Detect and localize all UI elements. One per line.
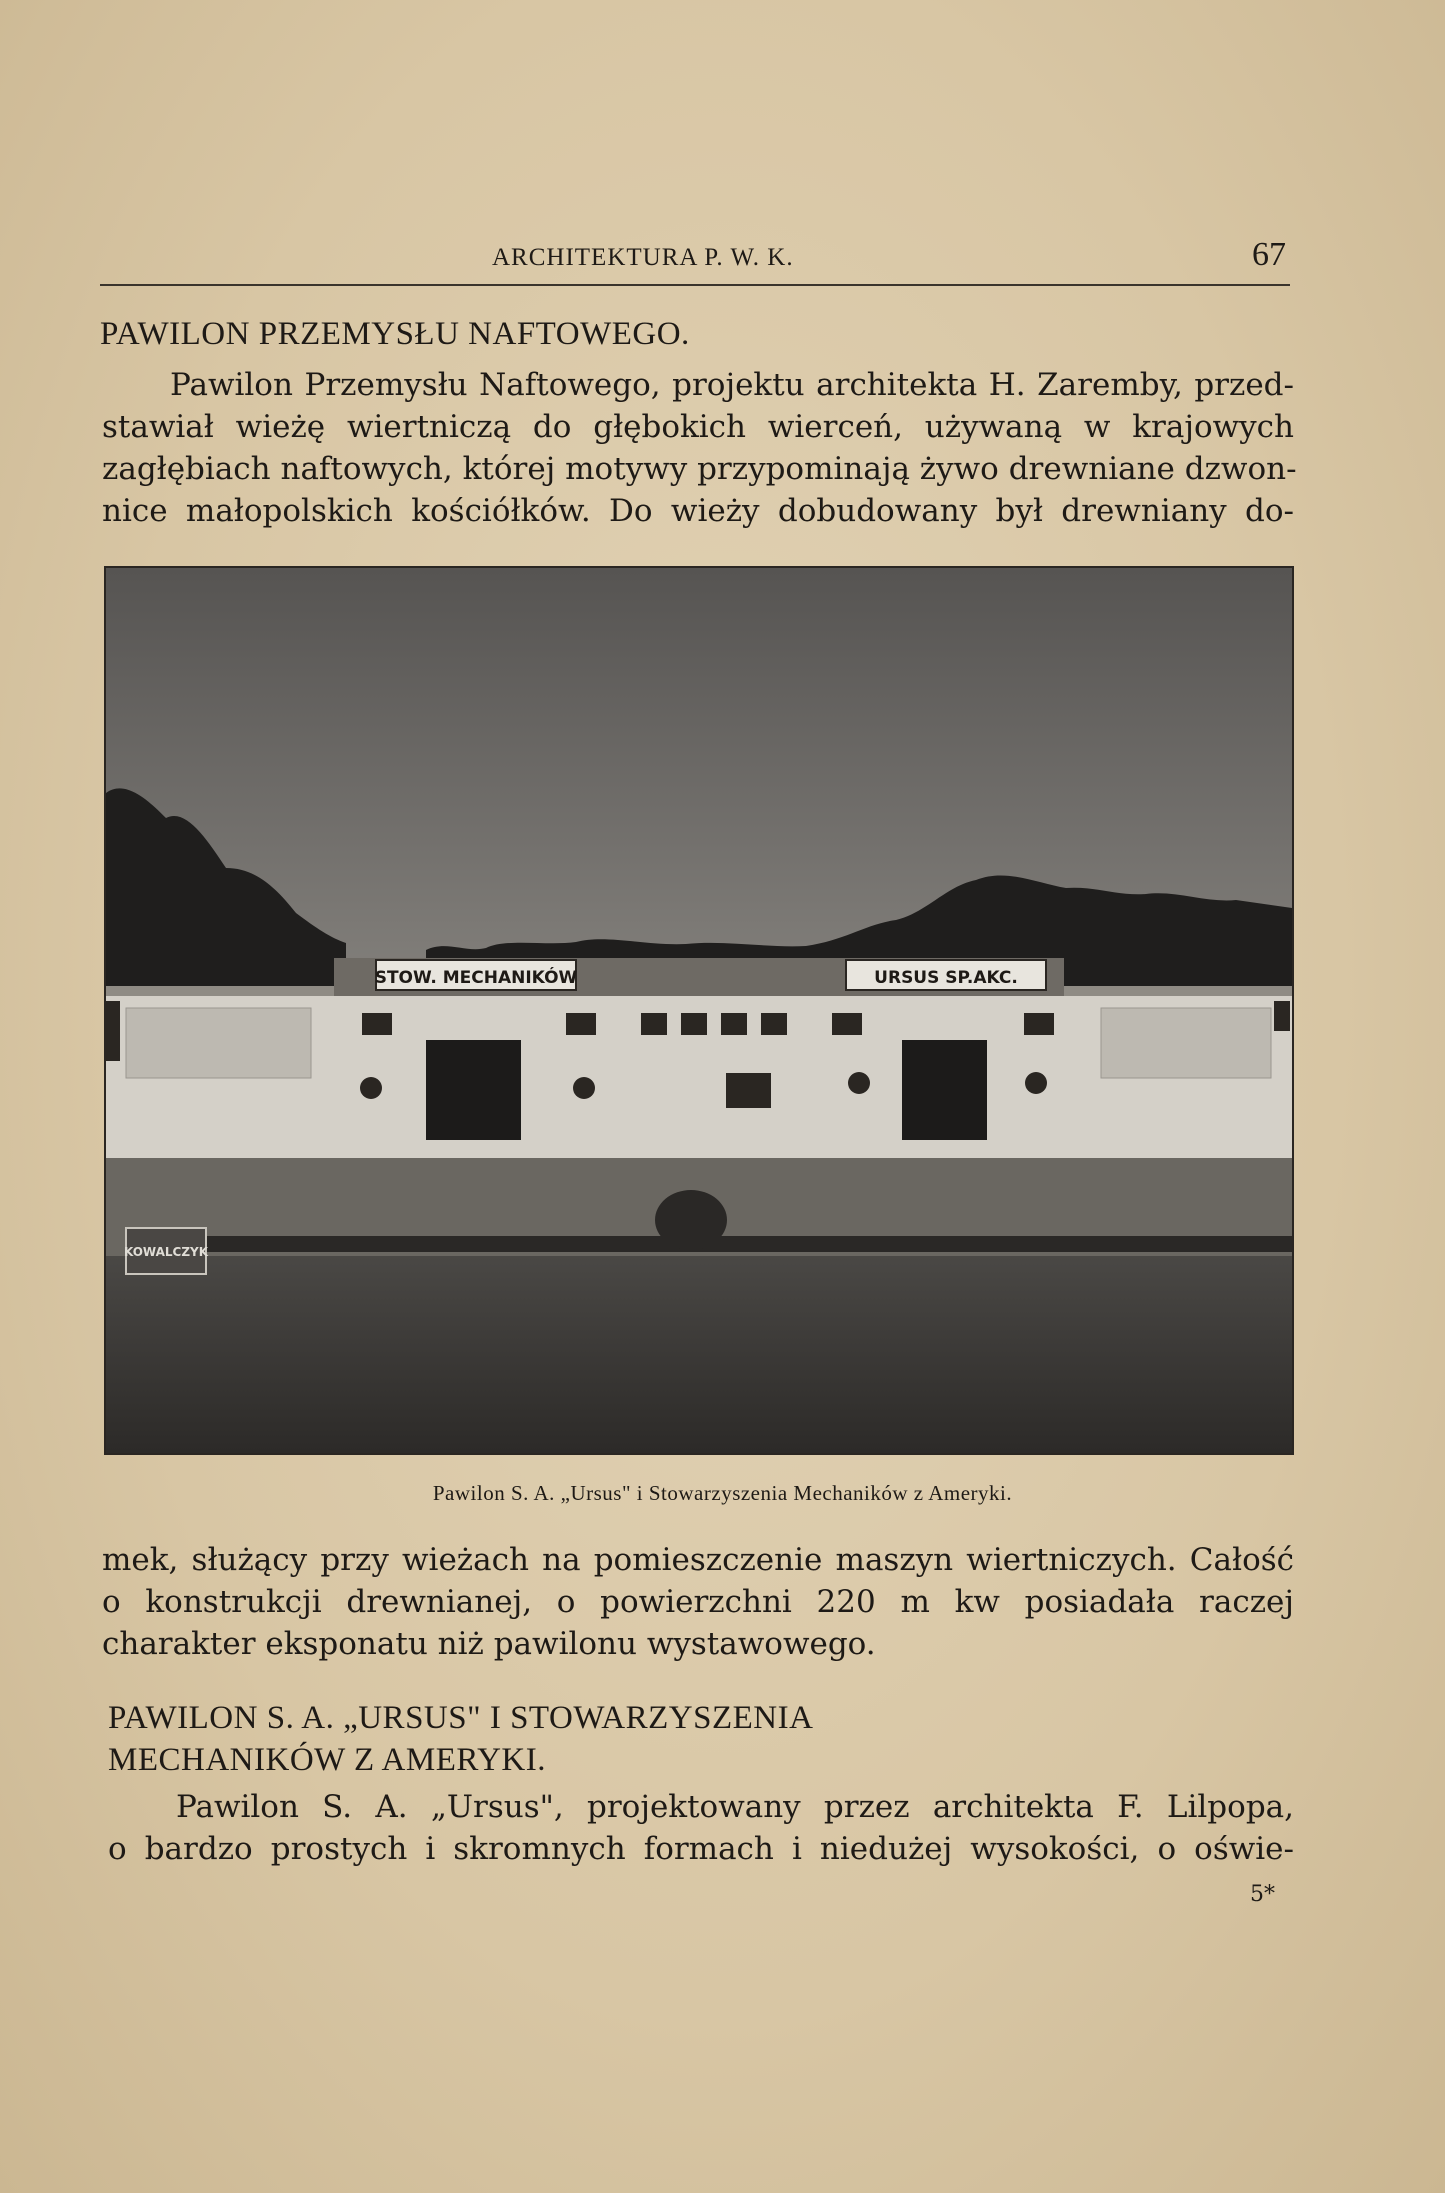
- text-line: o bardzo prostych i skromnych formach i niedużej wysokości, o oświe-: [108, 1831, 1294, 1867]
- section1-continuation: [102, 1539, 1294, 1665]
- inscription-panel-right: [1101, 1008, 1271, 1078]
- text-line: Pawilon Przemysłu Naftowego, projektu architekta H. Zaremby, przed-: [170, 367, 1294, 403]
- section2-heading: [108, 1697, 813, 1781]
- section1-paragraph: [102, 364, 1297, 532]
- facade-window: [832, 1013, 862, 1035]
- facade-window: [1024, 1013, 1054, 1035]
- photographer-stamp-text: KOWALCZYK: [123, 1245, 209, 1259]
- section1-heading: PAWILON PRZEMYSŁU NAFTOWEGO.: [100, 316, 690, 352]
- potted-shrub: [573, 1077, 595, 1099]
- page-header: [100, 238, 1290, 286]
- low-hedge: [176, 1236, 1292, 1252]
- text-line: o konstrukcji drewnianej, o powierzchni 220 m kw posiadała raczej: [102, 1584, 1294, 1620]
- facade-window: [362, 1013, 392, 1035]
- pavilion-photograph: [104, 566, 1294, 1455]
- sign-text-right: URSUS SP.AKC.: [874, 968, 1018, 988]
- section2-paragraph: [108, 1786, 1294, 1870]
- potted-shrub: [848, 1072, 870, 1094]
- entrance-door-right: [902, 1040, 987, 1140]
- text-line: Pawilon S. A. „Ursus", projektowany przez architekta F. Lilpopa,: [176, 1789, 1294, 1825]
- text-line: zagłębiach naftowych, której motywy przypominają żywo drewniane dzwon-: [102, 451, 1297, 487]
- text-line: charakter eksponatu niż pawilonu wystawowego.: [102, 1626, 876, 1662]
- entrance-door-left: [426, 1040, 521, 1140]
- facade-window: [566, 1013, 596, 1035]
- heading-line: MECHANIKÓW Z AMERYKI.: [108, 1742, 546, 1778]
- page-number: 67: [1252, 236, 1286, 273]
- facade-window: [641, 1013, 667, 1035]
- round-shrub: [655, 1190, 727, 1250]
- pavilion-photo-illustration: [106, 568, 1292, 1453]
- text-line: stawiał wieżę wiertniczą do głębokich wierceń, używaną w krajowych: [102, 409, 1294, 445]
- facade-window: [1274, 1001, 1290, 1031]
- text-line: nice małopolskich kościółków. Do wieży dobudowany był drewniany do-: [102, 493, 1294, 529]
- heading-line: PAWILON S. A. „URSUS" I STOWARZYSZENIA: [108, 1700, 814, 1736]
- potted-shrub: [1025, 1072, 1047, 1094]
- text-line: mek, służący przy wieżach na pomieszczenie maszyn wiertniczych. Całość: [102, 1542, 1294, 1578]
- facade-window: [106, 1001, 120, 1061]
- potted-shrub: [360, 1077, 382, 1099]
- sign-text-left: STOW. MECHANIKÓW: [374, 968, 578, 988]
- facade-window: [761, 1013, 787, 1035]
- signature-mark: 5*: [1250, 1882, 1275, 1907]
- running-title: ARCHITEKTURA P. W. K.: [492, 244, 794, 271]
- photo-caption: Pawilon S. A. „Ursus" i Stowarzyszenia Mechaników z Ameryki.: [432, 1481, 1013, 1505]
- facade-window: [721, 1013, 747, 1035]
- inscription-panel-left: [126, 1008, 311, 1078]
- facade-window: [681, 1013, 707, 1035]
- display-case: [726, 1073, 771, 1108]
- lawn: [106, 1256, 1292, 1453]
